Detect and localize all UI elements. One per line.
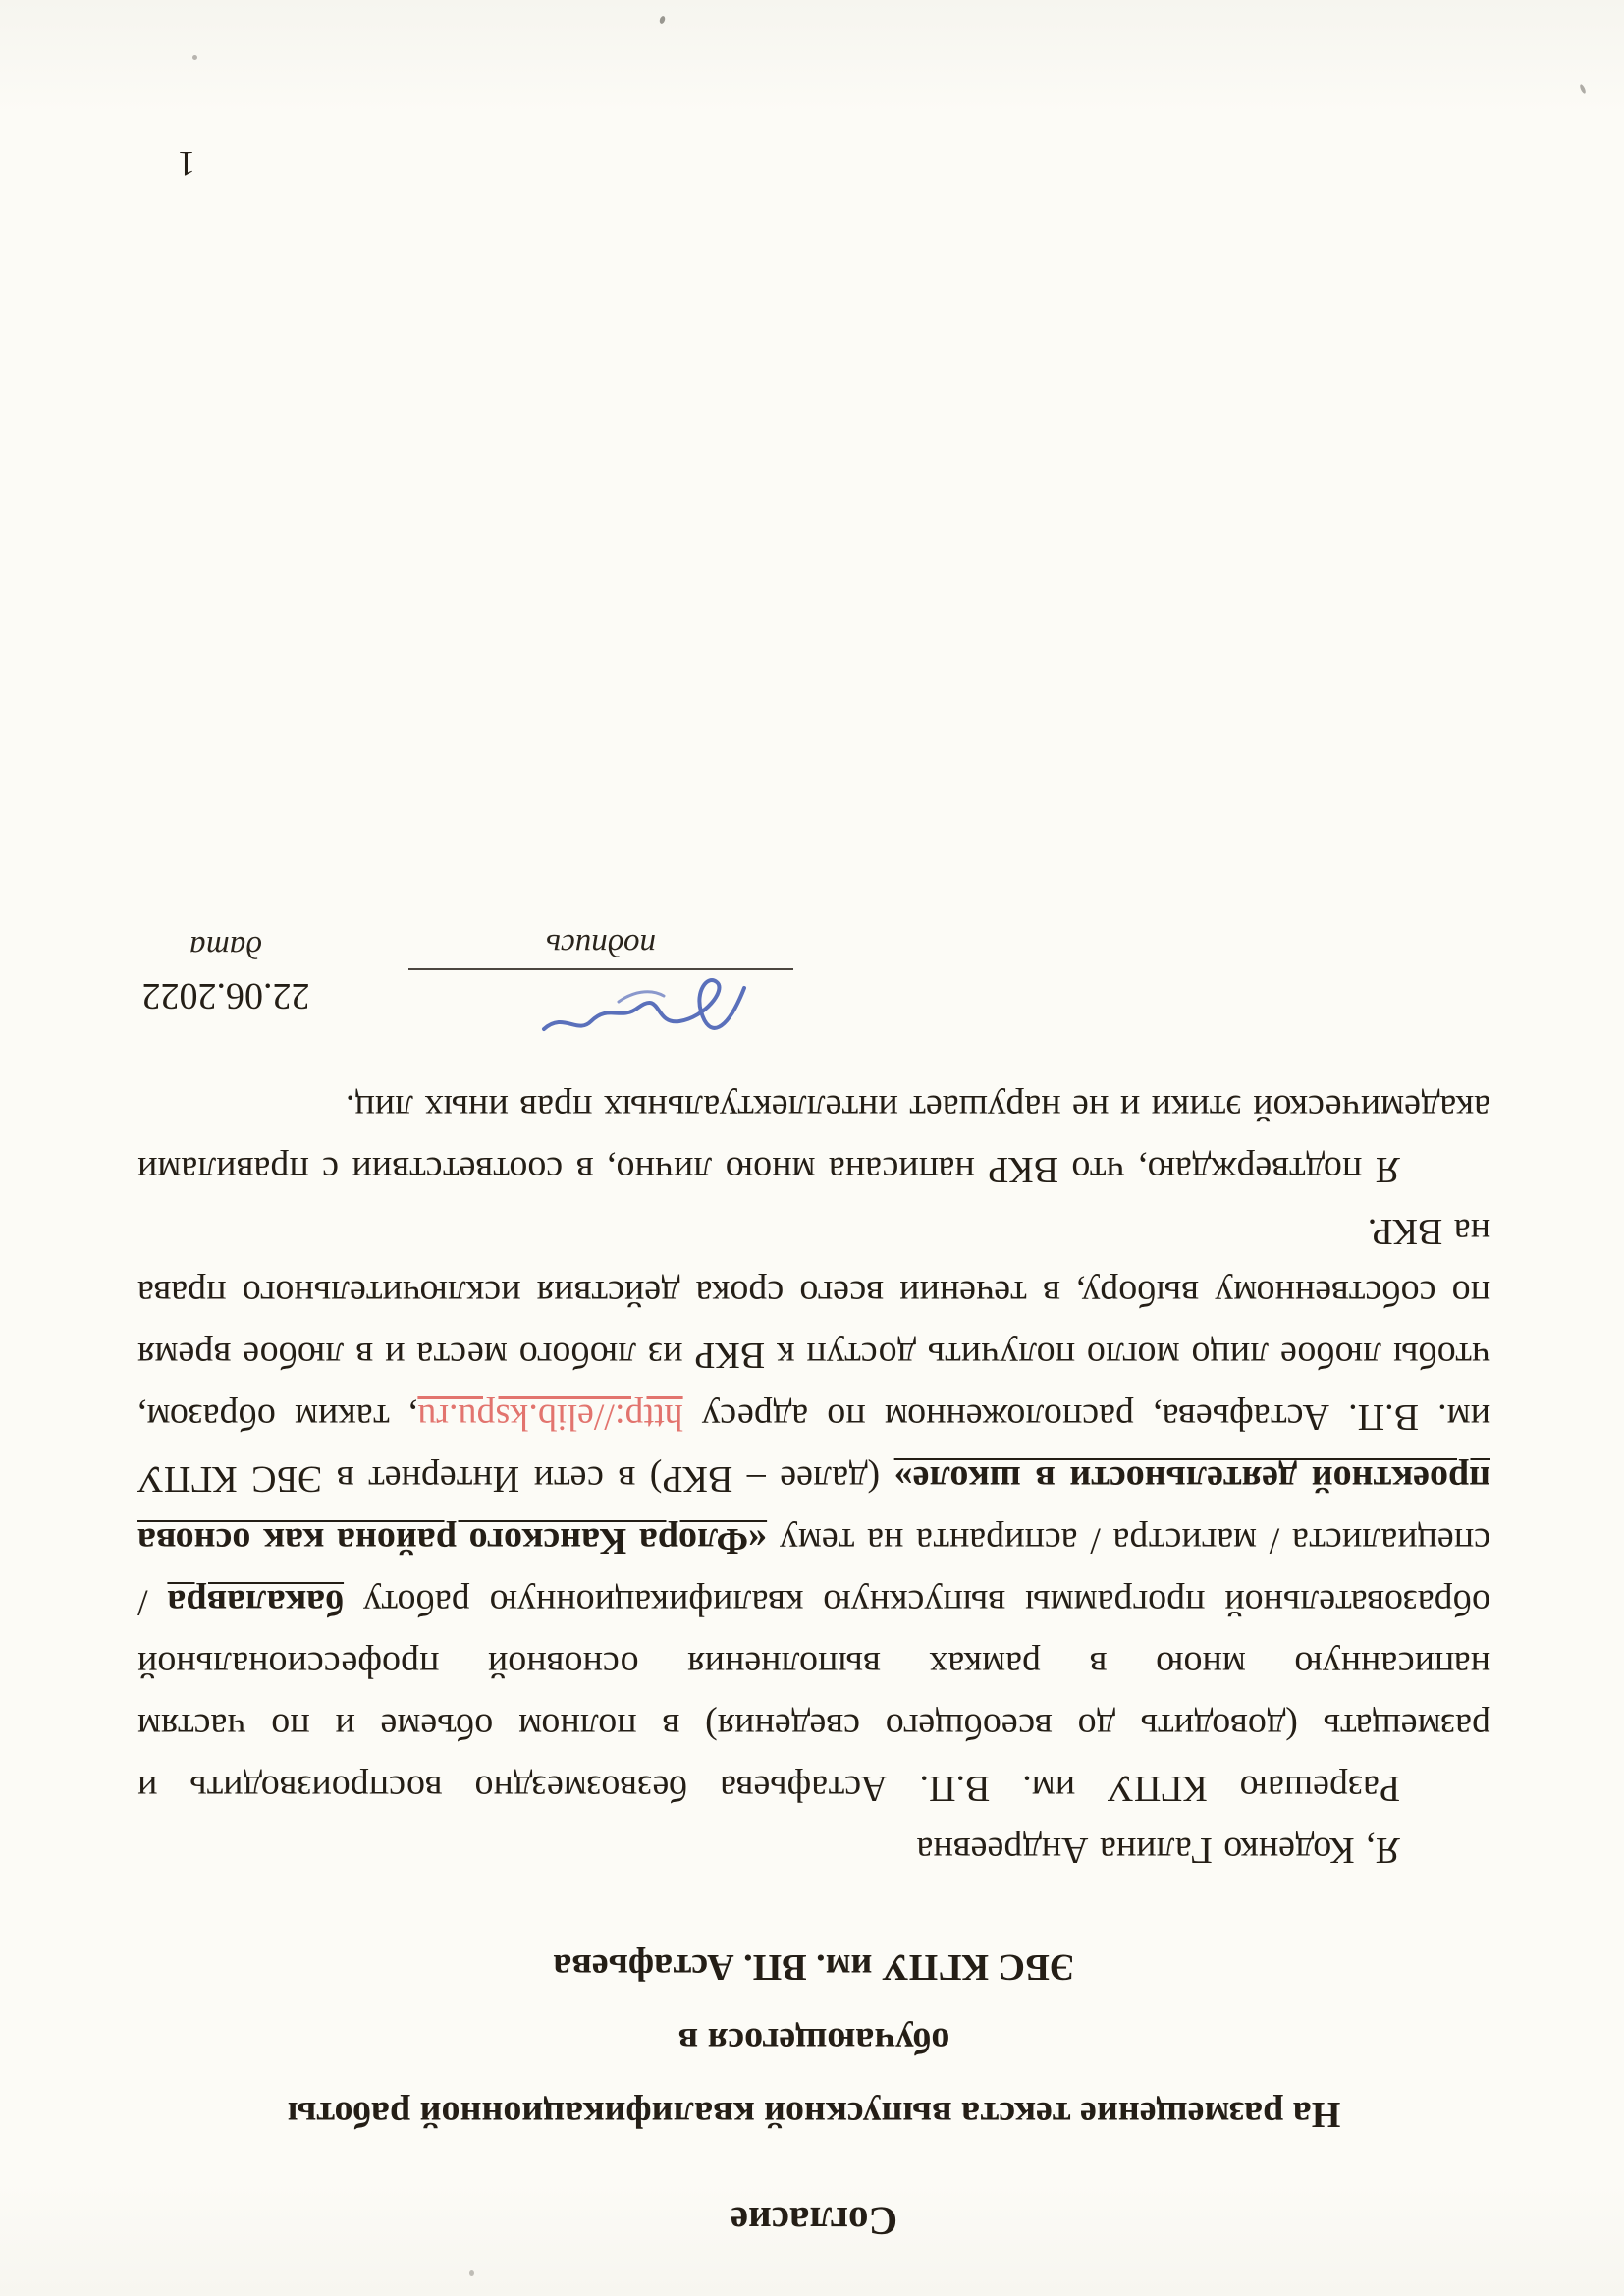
page-number: 1: [178, 144, 195, 184]
signature-block: [137, 926, 1490, 1021]
signature-unit: [408, 926, 793, 1021]
scan-speck: [469, 2270, 474, 2276]
degree-selected-bold: бакалавра: [167, 1582, 345, 1623]
document-subtitle-line3: ЭБС КГПУ им. ВП. Астафьева: [553, 1946, 1075, 1988]
document-subtitle-line1: На размещение текста выпускной квалификационной работы: [287, 2094, 1341, 2135]
consent-text-degrees: / специалиста / магистра / аспиранта на тему: [137, 1520, 1490, 1623]
document-subtitle-line2: обучающегося в: [677, 2020, 950, 2061]
signature-scribble: [522, 955, 758, 1053]
thesis-title-bold: «Флора Канского района как основа проектной деятельности в школе»: [137, 1458, 1490, 1561]
consent-paragraph: [137, 1200, 1490, 1819]
signature-label: подпись: [546, 927, 656, 962]
consent-text-end: , таким образом, чтобы любое лицо могло получить доступ к ВКР из любого места и в любое время по собственному выбору, в течении всего срока действия исключительного права на ВКР.: [137, 1211, 1490, 1438]
scan-speck: [192, 55, 197, 60]
declarant-text: Я, Коденко Галина Андреевна: [916, 1830, 1400, 1871]
consent-text-mid: (далее – ВКР) в сети Интернет в ЭБС КГПУ им. В.П. Астафьева, расположенном по адресу: [137, 1396, 1490, 1500]
declarant-line: [137, 1819, 1490, 1881]
date-label: дата: [189, 929, 262, 964]
elib-url-link[interactable]: http://elib.kspu.ru: [417, 1396, 683, 1438]
date-unit: [137, 928, 314, 1021]
document-body: [137, 926, 1490, 2251]
consent-text-intro: Разрешаю КГПУ им. В.П. Астафьева безвозмездно воспроизводить и размещать (доводить до всеобщего сведения) в полном объеме и по частям написанную мною в рамках выполнения основной профессиональной образовательной программы выпускную квалификационную работу: [137, 1582, 1490, 1809]
confirmation-paragraph: Я подтверждаю, что ВКР написана мною лично, в соответствии с правилами академической этики и не нарушает интеллектуальных прав иных лиц.: [137, 1087, 1490, 1190]
date-value: 22.06.2022: [141, 975, 310, 1016]
heading-block: [137, 1930, 1490, 2251]
signature-line: [408, 968, 793, 1021]
document-title: Согласие: [730, 2199, 898, 2244]
